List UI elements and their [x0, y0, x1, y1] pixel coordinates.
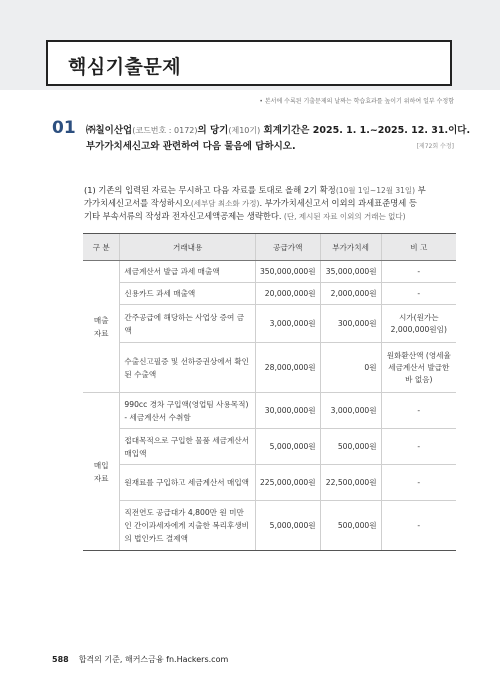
subquestion-text-1b: (10월 1일~12월 31일): [335, 186, 416, 195]
row-desc: 수출신고필증 및 선하증권상에서 확인된 수출액: [120, 343, 256, 393]
subquestion-text-2a: 가가치세신고서를 작성하시오: [84, 198, 191, 208]
row-desc: 직전연도 공급대가 4,800만 원 미만인 간이과세자에게 지출한 복리후생비의 법인카드 결제액: [120, 501, 256, 551]
row-desc: 원재료를 구입하고 세금계산서 매입액: [120, 465, 256, 501]
table-row: [83, 393, 456, 429]
subquestion-line-2: [84, 197, 456, 210]
row-remark: -: [381, 283, 456, 305]
question-line-2-text: 부가가치세신고와 관련하여 다음 물음에 답하시오.: [86, 141, 296, 152]
header-remark: 비 고: [381, 234, 456, 261]
table-row: [83, 343, 456, 393]
row-remark: 원화환산액 (영세율세금계산서 발급한 바 없음): [381, 343, 456, 393]
row-vat: 22,500,000원: [320, 465, 381, 501]
row-supply: 225,000,000원: [255, 465, 320, 501]
company-name: ㈜칠이산업: [86, 125, 133, 136]
group-label-purchase: [83, 393, 120, 551]
section-title-box: [46, 40, 452, 86]
group-label-purchase-text: 매입 자료: [93, 460, 109, 483]
question-line-2: [86, 138, 296, 152]
page-footer: [52, 654, 228, 665]
section-title: 핵심기출문제: [68, 56, 182, 78]
group-label-sales-text: 매출 자료: [93, 315, 109, 338]
question-round: (제10기): [228, 126, 261, 135]
subquestion-text-1c: 부: [415, 185, 426, 195]
subquestion-text-3b: (단, 제시된 자료 이외의 거래는 없다): [281, 212, 406, 221]
row-desc: 신용카드 과세 매출액: [120, 283, 256, 305]
page-number: 588: [52, 655, 69, 664]
row-desc: 간주공급에 해당하는 사업상 증여 금액: [120, 305, 256, 343]
question-line-1: [86, 122, 470, 136]
row-vat: 35,000,000원: [320, 261, 381, 283]
question-line-1-end: 회계기간은 2025. 1. 1.~2025. 12. 31.이다.: [260, 125, 471, 136]
table-row: [83, 283, 456, 305]
subquestion-text-3a: 기타 부속서류의 작성과 전자신고세액공제는 생략한다.: [84, 211, 282, 221]
table-row: [83, 501, 456, 551]
subquestion-text-2b: (세부담 최소화 가정): [190, 199, 260, 208]
group-label-sales: [83, 261, 120, 393]
row-supply: 3,000,000원: [255, 305, 320, 343]
header-category: 구 분: [83, 234, 120, 261]
row-remark: -: [381, 501, 456, 551]
row-desc: 세금계산서 발급 과세 매출액: [120, 261, 256, 283]
company-code: (코드번호 : 0172): [132, 126, 198, 135]
row-remark: -: [381, 465, 456, 501]
table-row: [83, 429, 456, 465]
table-row: [83, 261, 456, 283]
table-row: [83, 305, 456, 343]
header-vat: 부가가치세: [320, 234, 381, 261]
header-description: 거래내용: [120, 234, 256, 261]
subquestion-text-2c: . 부가가치세신고서 이외의 과세표준명세 등: [259, 198, 417, 208]
row-supply: 5,000,000원: [255, 501, 320, 551]
row-desc: 접대목적으로 구입한 물품 세금계산서 매입액: [120, 429, 256, 465]
row-supply: 30,000,000원: [255, 393, 320, 429]
row-vat: 2,000,000원: [320, 283, 381, 305]
subquestion-line-1: [84, 184, 456, 197]
row-remark: 시가(원가는 2,000,000원임): [381, 305, 456, 343]
top-note: • 본서에 수록된 기출문제의 날짜는 학습효과를 높이기 위하여 일부 수정함: [259, 98, 454, 105]
subquestion-label: (1): [84, 185, 96, 195]
table-row: [83, 465, 456, 501]
row-vat: 500,000원: [320, 501, 381, 551]
row-supply: 20,000,000원: [255, 283, 320, 305]
row-supply: 5,000,000원: [255, 429, 320, 465]
header-supply: 공급가액: [255, 234, 320, 261]
row-vat: 0원: [320, 343, 381, 393]
row-vat: 3,000,000원: [320, 393, 381, 429]
question-number: 01: [52, 118, 76, 138]
subquestion-line-3: [84, 210, 456, 223]
table-header-row: [83, 234, 456, 261]
footer-text: 합격의 기준, 해커스금융 fn.Hackers.com: [78, 655, 229, 664]
question-source: [제72회 수정]: [416, 143, 454, 150]
question-line-1-mid: 의 당기: [197, 125, 229, 136]
row-vat: 300,000원: [320, 305, 381, 343]
row-vat: 500,000원: [320, 429, 381, 465]
transaction-table: [83, 233, 456, 551]
row-remark: -: [381, 261, 456, 283]
row-supply: 28,000,000원: [255, 343, 320, 393]
subquestion-text-1a: 기존의 입력된 자료는 무시하고 다음 자료를 토대로 올해 2기 확정: [98, 185, 336, 195]
row-desc: 990cc 경차 구입액(영업팀 사용목적) - 세금계산서 수취함: [120, 393, 256, 429]
row-remark: -: [381, 393, 456, 429]
row-supply: 350,000,000원: [255, 261, 320, 283]
row-remark: -: [381, 429, 456, 465]
